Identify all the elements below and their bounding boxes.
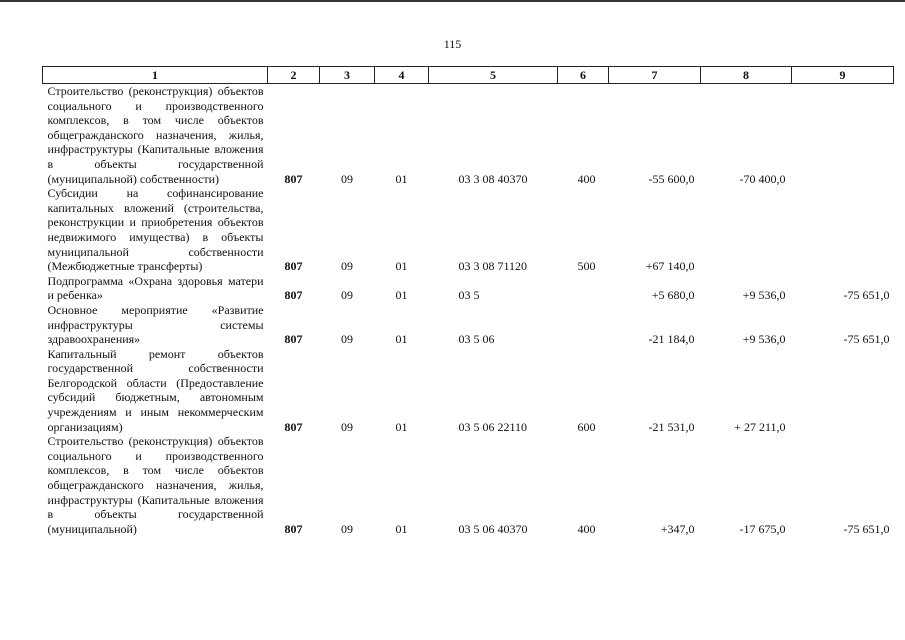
cell-section: 09	[341, 288, 353, 303]
cell-ministry-code: 807	[284, 288, 303, 303]
column-header-8: 8	[701, 67, 792, 84]
cell-amount-col8	[701, 186, 792, 274]
cell-amount-col7: +347,0	[660, 521, 695, 536]
cell-section: 09	[341, 419, 353, 434]
cell-amount-col9	[792, 84, 894, 187]
cell-target-article: 03 5 06 40370	[458, 521, 528, 536]
column-header-3: 3	[320, 67, 375, 84]
cell-expense-type: 400	[577, 171, 596, 186]
cell-amount-col8: -70 400,0	[739, 171, 786, 186]
cell-subsection: 01	[395, 521, 408, 536]
cell-target-article: 03 3 08 40370	[458, 171, 528, 186]
cell-amount-col9: -75 651,0	[843, 288, 890, 303]
cell-amount-col9: -75 651,0	[843, 521, 890, 536]
page-number: 115	[443, 37, 462, 51]
cell-ministry-code: 807	[284, 332, 303, 347]
cell-amount-col7: -21 184,0	[648, 332, 695, 347]
row-name: Основное мероприятие «Развитие инфраструктуры системы здравоохранения»	[47, 302, 264, 347]
cell-section: 09	[341, 332, 353, 347]
column-header-6: 6	[558, 67, 609, 84]
column-header-1: 1	[43, 67, 268, 84]
row-name: Строительство (реконструкция) объектов социального и производственного комплексов, в том числе объектов общегражданского назначения, жилья, инфраструктуры (Капитальные вложения в объекты государственной (муниципальной)	[47, 434, 264, 536]
cell-target-article: 03 5 06	[458, 332, 495, 347]
cell-subsection: 01	[395, 288, 408, 303]
page-top-rule	[0, 0, 905, 2]
cell-subsection: 01	[395, 419, 408, 434]
cell-ministry-code: 807	[284, 521, 303, 536]
cell-amount-col7: +5 680,0	[651, 288, 695, 303]
header-row	[43, 67, 894, 84]
cell-target-article: 03 5 06 22110	[458, 419, 528, 434]
row-name: Строительство (реконструкция) объектов социального и производственного комплексов, в том числе объектов общегражданского назначения, жилья, инфраструктуры (Капитальные вложения в объекты государственной (муниципальной) собственности)	[47, 84, 264, 186]
row-name: Подпрограмма «Охрана здоровья матери и ребенка»	[47, 273, 264, 303]
cell-subsection: 01	[395, 259, 408, 274]
cell-amount-col7: +67 140,0	[645, 259, 695, 274]
cell-amount-col9	[792, 347, 894, 435]
cell-section: 09	[341, 171, 353, 186]
cell-expense-type	[558, 274, 609, 303]
budget-table	[42, 66, 894, 536]
cell-expense-type: 400	[577, 521, 596, 536]
cell-amount-col9: -75 651,0	[843, 332, 890, 347]
table-row	[43, 434, 894, 536]
table-row	[43, 347, 894, 435]
cell-amount-col7: -55 600,0	[648, 171, 695, 186]
column-header-9: 9	[792, 67, 894, 84]
cell-amount-col8: +9 536,0	[742, 288, 786, 303]
cell-ministry-code: 807	[284, 171, 303, 186]
cell-amount-col7: -21 531,0	[648, 419, 695, 434]
cell-section: 09	[341, 521, 353, 536]
column-header-4: 4	[375, 67, 429, 84]
cell-subsection: 01	[395, 332, 408, 347]
row-name: Субсидии на софинансирование капитальных вложений (строительства, реконструкции и приобретения объектов недвижимого имущества) в объекты муниципальной собственности (Межбюджетные трансферты)	[47, 186, 264, 274]
cell-expense-type	[558, 303, 609, 347]
cell-expense-type: 600	[577, 419, 596, 434]
cell-subsection: 01	[395, 171, 408, 186]
table-row	[43, 186, 894, 274]
cell-amount-col8: -17 675,0	[739, 521, 786, 536]
row-name: Капитальный ремонт объектов государственной собственности Белгородской области (Предоставление субсидий бюджетным, автономным учреждениям и иным некоммерческим организациям)	[47, 346, 264, 434]
cell-section: 09	[341, 259, 353, 274]
table-row	[43, 303, 894, 347]
column-header-5: 5	[429, 67, 558, 84]
cell-amount-col8: + 27 211,0	[734, 419, 786, 434]
cell-ministry-code: 807	[284, 259, 303, 274]
cell-amount-col9	[792, 186, 894, 274]
cell-ministry-code: 807	[284, 419, 303, 434]
table-row	[43, 84, 894, 187]
column-header-7: 7	[609, 67, 701, 84]
cell-amount-col8: +9 536,0	[742, 332, 786, 347]
column-header-2: 2	[268, 67, 320, 84]
cell-target-article: 03 5	[458, 288, 480, 303]
cell-target-article: 03 3 08 71120	[458, 259, 528, 274]
table-row	[43, 274, 894, 303]
cell-expense-type: 500	[577, 259, 596, 274]
